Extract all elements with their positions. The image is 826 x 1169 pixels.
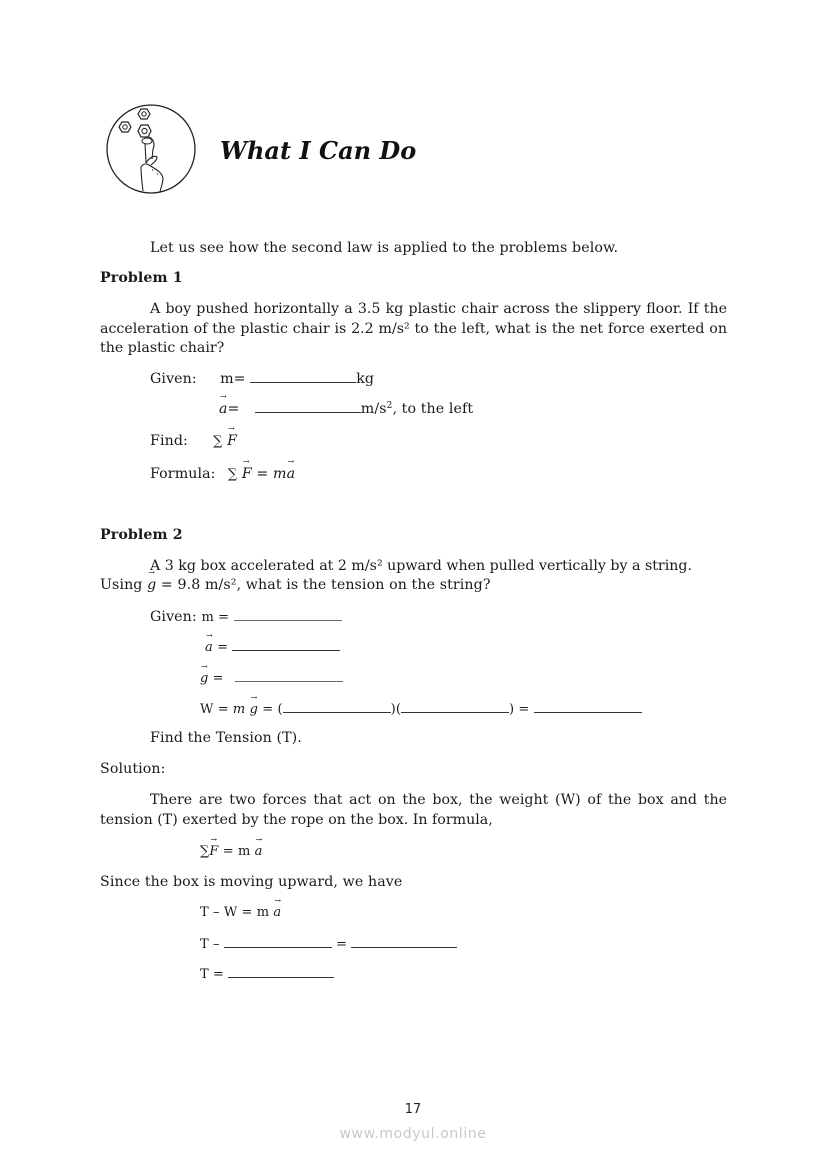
gravity-symbol: → g [250, 702, 258, 717]
p2-weight-row [200, 700, 642, 717]
mass-blank[interactable] [234, 608, 342, 621]
mass-symbol: m [232, 702, 246, 717]
close-paren-equals: ) = [509, 702, 530, 717]
mass-unit: kg [356, 371, 375, 387]
since-text: Since the box is moving upward, we have [100, 874, 403, 890]
accel-symbol: → a [205, 640, 213, 655]
p2-gravity-row [200, 669, 343, 686]
find-tension-text: Find the Tension (T). [150, 730, 302, 746]
equation-fragment: = m [218, 844, 255, 859]
gravity-symbol: → g [147, 577, 156, 593]
equation-fragment: T = [200, 967, 224, 982]
accel-symbol: → a= [219, 401, 240, 417]
equals-sign: = [208, 671, 224, 686]
page-title: What I Can Do [220, 136, 417, 165]
accel-symbol: → a [255, 844, 263, 859]
equation-fragment: T – [200, 937, 220, 952]
problem-2-heading: Problem 2 [100, 527, 183, 543]
solution-label: Solution: [100, 761, 166, 777]
problem-1-heading: Problem 1 [100, 270, 183, 286]
problem-1-text: A boy pushed horizontally a 3.5 kg plastic chair across the slippery floor. If the acceleration of the plastic chair is 2.2 m/s² to the left, what is the net force exerted on the plastic chair? [100, 301, 727, 356]
p1-formula-row [150, 466, 295, 482]
equals-sign: = [251, 466, 273, 482]
watermark: www.modyul.online [339, 1126, 487, 1142]
equals-sign: = [336, 937, 348, 952]
equals-open-paren: = ( [258, 702, 283, 717]
mass-label: m= [220, 371, 246, 387]
tension-weight-blank[interactable] [224, 935, 332, 948]
weight-result-blank[interactable] [534, 700, 642, 713]
accel-symbol: → a [287, 466, 296, 482]
equals-sign: = [212, 640, 229, 655]
accel-exponent: 2 [386, 401, 393, 411]
hand-with-hex-nuts-icon [105, 103, 197, 195]
p2-given-row [150, 608, 342, 625]
sigma-symbol: ∑ [213, 434, 223, 449]
eq-net-force [200, 844, 263, 859]
problem-2-text-line-2 [100, 577, 491, 593]
eq-tension-result [200, 965, 334, 982]
p1-find-row [150, 433, 237, 449]
sigma-symbol: ∑ [227, 467, 238, 482]
equation-fragment: T – W = m [200, 905, 274, 920]
given-label: Given: [150, 371, 197, 387]
force-symbol: → F [209, 844, 218, 859]
accel-direction: , to the left [392, 401, 474, 417]
accel-unit: m/s [360, 401, 387, 417]
force-symbol: → F [242, 466, 252, 482]
tension-answer-blank[interactable] [228, 965, 334, 978]
force-symbol: → F [227, 433, 237, 449]
intro-text: Let us see how the second law is applied to the problems below. [150, 240, 619, 256]
p1-accel-row [219, 400, 473, 417]
mass-label: m = [201, 610, 230, 625]
eq-tension-weight [200, 905, 281, 920]
tension-rhs-blank[interactable] [351, 935, 457, 948]
formula-label: Formula: [150, 466, 216, 482]
text-fragment: = 9.8 m/s², what is the tension on the string? [156, 577, 491, 593]
page-number: 17 [404, 1102, 422, 1117]
solution-text: There are two forces that act on the box, the weight (W) of the box and the tension (T) exerted by the rope on the box. In formula, [100, 792, 727, 828]
gravity-symbol: → g [200, 671, 208, 686]
sigma-symbol: ∑ [200, 844, 210, 859]
gravity-blank[interactable] [235, 669, 343, 682]
problem-2-text-line-1: A 3 kg box accelerated at 2 m/s² upward when pulled vertically by a string. [150, 558, 692, 574]
mass-symbol: m [273, 466, 287, 482]
eq-tension-substitution [200, 935, 457, 952]
paren-separator: )( [390, 702, 401, 717]
weight-mass-blank[interactable] [283, 700, 391, 713]
given-label: Given: [150, 609, 197, 625]
p2-accel-row [205, 638, 340, 655]
accel-symbol: → a [273, 905, 281, 920]
weight-label: W = [200, 702, 233, 717]
find-label: Find: [150, 433, 188, 449]
accel-blank[interactable] [255, 400, 361, 413]
weight-gravity-blank[interactable] [401, 700, 509, 713]
accel-blank[interactable] [232, 638, 340, 651]
text-fragment: Using [100, 577, 148, 593]
p1-given-row [150, 370, 374, 387]
mass-blank[interactable] [250, 370, 356, 383]
